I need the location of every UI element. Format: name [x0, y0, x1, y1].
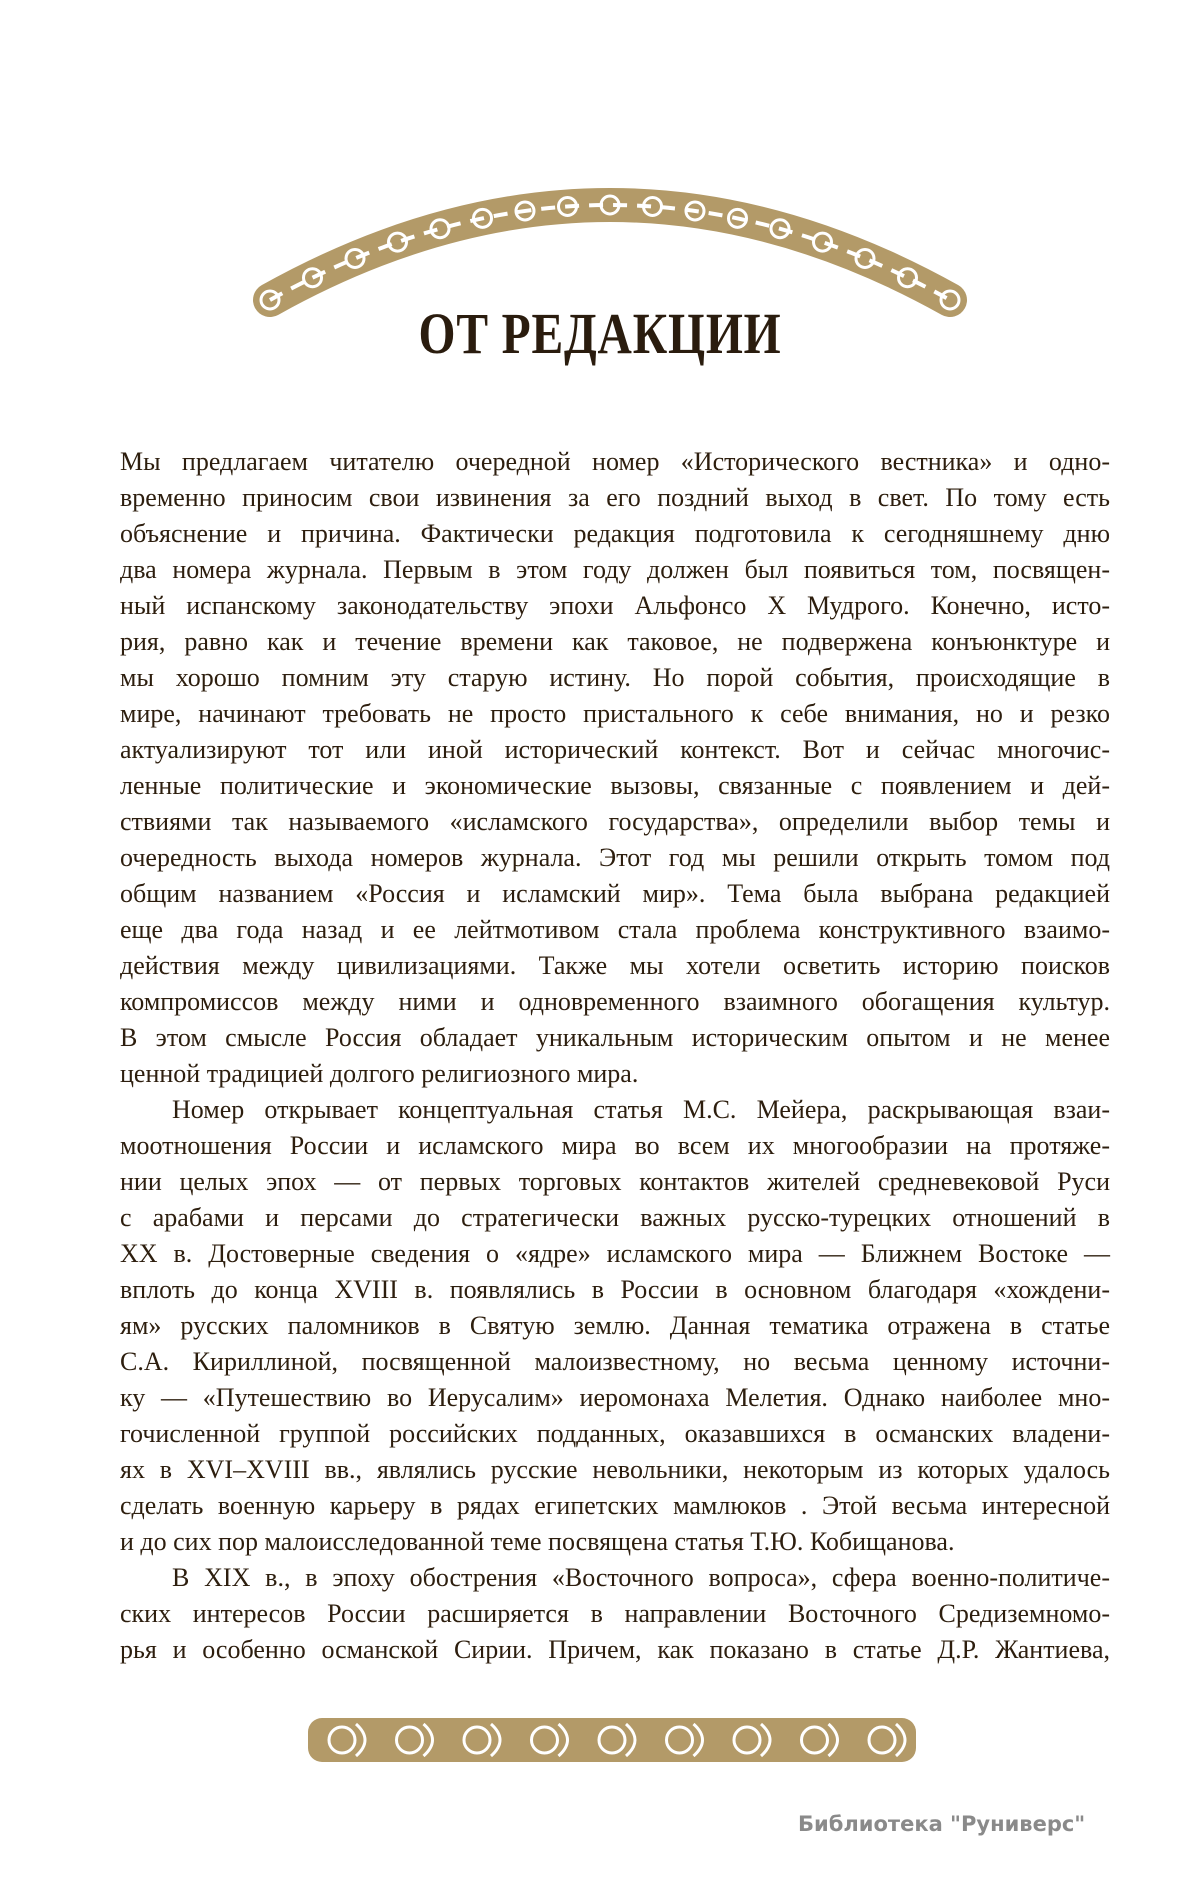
text-line: и до сих пор малоисследованной теме посвящена статья Т.Ю. Кобищанова.: [120, 1527, 955, 1556]
text-line: Номер открывает концептуальная статья М.С. Мейера, раскрывающая взаи-: [172, 1095, 1110, 1124]
text-line: с арабами и персами до стратегически важных русско-турецких отношений в: [120, 1203, 1110, 1232]
text-line: общим названием «Россия и исламский мир». Тема была выбрана редакцией: [120, 879, 1110, 908]
text-line: действия между цивилизациями. Также мы хотели осветить историю поисков: [120, 951, 1110, 980]
text-line: XX в. Достоверные сведения о «ядре» исламского мира — Ближнем Востоке —: [120, 1239, 1110, 1268]
text-line: вплоть до конца XVIII в. появлялись в России в основном благодаря «хождени-: [120, 1275, 1110, 1304]
text-line: ях в XVI–XVIII вв., являлись русские невольники, некоторым из которых удалось: [120, 1455, 1110, 1484]
text-line: еще два года назад и ее лейтмотивом стала проблема конструктивного взаимо-: [120, 915, 1110, 944]
text-line: Мы предлагаем читателю очередной номер «Исторического вестника» и одно-: [120, 447, 1110, 476]
text-line: сделать военную карьеру в рядах египетских мамлюков . Этой весьма интересной: [120, 1491, 1110, 1520]
text-line: ских интересов России расширяется в направлении Восточного Средиземномо-: [120, 1599, 1110, 1628]
text-line: очередность выхода номеров журнала. Этот год мы решили открыть томом под: [120, 843, 1110, 872]
text-line: С.А. Кириллиной, посвященной малоизвестному, но весьма ценному источни-: [120, 1347, 1110, 1376]
text-line: ленные политические и экономические вызовы, связанные с появлением и дей-: [120, 771, 1110, 800]
text-line: нии целых эпох — от первых торговых контактов жителей средневековой Руси: [120, 1167, 1110, 1196]
editorial-text: [120, 444, 1110, 1668]
text-line: объяснение и причина. Фактически редакция подготовила к сегодняшнему дню: [120, 519, 1110, 548]
text-line: мире, начинают требовать не просто пристального к себе внимания, но и резко: [120, 699, 1110, 728]
text-line: рия, равно как и течение времени как таковое, не подвержена конъюнктуре и: [120, 627, 1110, 656]
text-line: компромиссов между ними и одновременного взаимного обогащения культур.: [120, 987, 1110, 1016]
page-title: ОТ РЕДАКЦИИ: [418, 301, 782, 366]
text-line: гочисленной группой российских подданных, оказавшихся в османских владени-: [120, 1419, 1110, 1448]
text-line: два номера журнала. Первым в этом году должен был появиться том, посвящен-: [120, 555, 1110, 584]
text-line: моотношения России и исламского мира во всем их многообразии на протяже-: [120, 1131, 1110, 1160]
ornament-border-bottom: [308, 1712, 916, 1768]
text-line: В XIX в., в эпоху обострения «Восточного вопроса», сфера военно-политиче-: [172, 1563, 1110, 1592]
text-line: В этом смысле Россия обладает уникальным историческим опытом и не менее: [120, 1023, 1110, 1052]
text-line: ствиями так называемого «исламского государства», определили выбор темы и: [120, 807, 1110, 836]
text-line: рья и особенно османской Сирии. Причем, как показано в статье Д.Р. Жантиева,: [120, 1635, 1110, 1664]
text-line: ку — «Путешествию во Иерусалим» иеромонаха Мелетия. Однако наиболее мно-: [120, 1383, 1110, 1412]
text-line: ценной традицией долгого религиозного мира.: [120, 1059, 639, 1088]
text-line: временно приносим свои извинения за его поздний выход в свет. По тому есть: [120, 483, 1110, 512]
text-line: актуализируют тот или иной исторический контекст. Вот и сейчас многочис-: [120, 735, 1110, 764]
text-line: мы хорошо помним эту старую истину. Но порой события, происходящие в: [120, 663, 1110, 692]
text-line: ный испанскому законодательству эпохи Альфонсо X Мудрого. Конечно, исто-: [120, 591, 1110, 620]
library-watermark: Библиотека "Руниверс": [798, 1812, 1086, 1836]
text-line: ям» русских паломников в Святую землю. Данная тематика отражена в статье: [120, 1311, 1110, 1340]
